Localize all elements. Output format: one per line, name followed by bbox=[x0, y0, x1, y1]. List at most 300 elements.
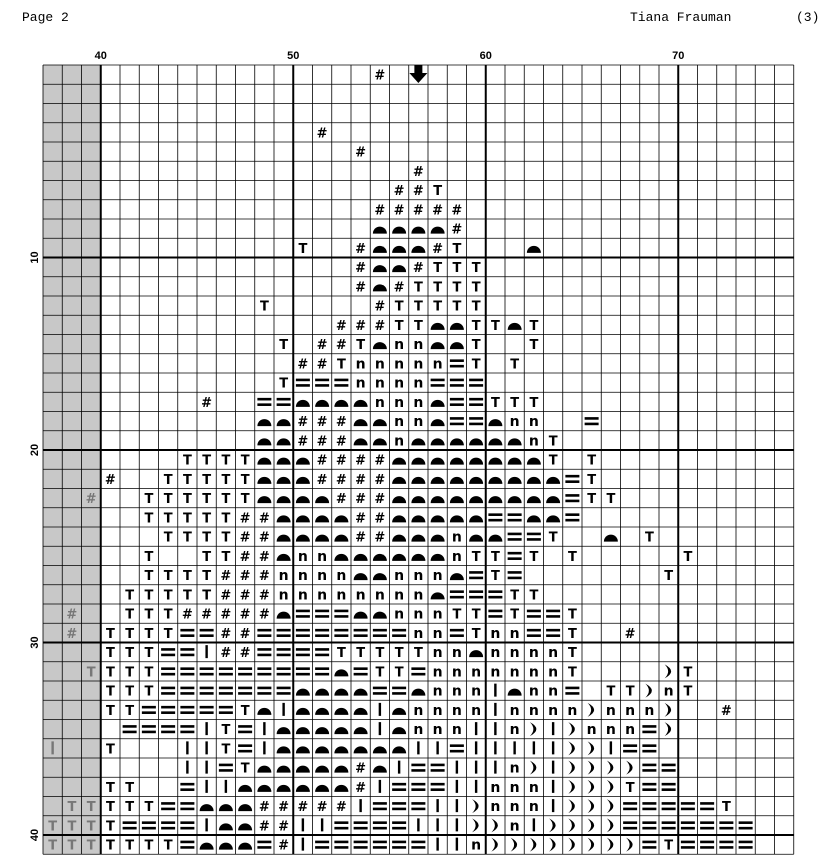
t-symbol: T bbox=[644, 530, 654, 546]
half-circle-symbol bbox=[488, 496, 502, 503]
t-symbol: T bbox=[67, 838, 77, 854]
equals-symbol bbox=[277, 687, 291, 695]
half-circle-symbol bbox=[315, 746, 329, 753]
equals-symbol bbox=[719, 841, 733, 849]
half-circle-symbol bbox=[527, 246, 541, 253]
half-circle-symbol bbox=[257, 438, 271, 445]
equals-symbol bbox=[623, 802, 637, 810]
t-symbol: T bbox=[221, 453, 231, 469]
hash-symbol: # bbox=[278, 800, 290, 816]
half-circle-symbol bbox=[431, 496, 445, 503]
half-circle-symbol bbox=[392, 458, 406, 465]
half-circle-symbol bbox=[450, 496, 464, 503]
crescent-symbol bbox=[588, 761, 595, 775]
half-circle-symbol bbox=[431, 554, 445, 561]
half-circle-symbol bbox=[411, 496, 425, 503]
hash-symbol: # bbox=[239, 646, 251, 662]
equals-symbol bbox=[700, 802, 714, 810]
equals-symbol bbox=[296, 379, 310, 387]
half-circle-symbol bbox=[296, 708, 310, 715]
hash-symbol: # bbox=[316, 126, 328, 142]
t-symbol: T bbox=[86, 665, 96, 681]
n-symbol: n bbox=[509, 645, 520, 662]
bar-symbol bbox=[494, 703, 496, 716]
crescent-symbol bbox=[530, 761, 537, 775]
hash-symbol: # bbox=[374, 203, 386, 219]
equals-symbol bbox=[238, 667, 252, 675]
half-circle-symbol bbox=[392, 246, 406, 253]
t-symbol: T bbox=[587, 492, 597, 508]
equals-symbol bbox=[277, 629, 291, 637]
n-symbol: n bbox=[451, 548, 462, 565]
half-circle-symbol bbox=[527, 515, 541, 522]
n-symbol: n bbox=[509, 799, 520, 816]
t-symbol: T bbox=[606, 684, 616, 700]
bar-symbol bbox=[205, 741, 207, 754]
half-circle-symbol bbox=[296, 515, 310, 522]
hash-symbol: # bbox=[355, 511, 367, 527]
equals-symbol bbox=[642, 744, 656, 752]
equals-symbol bbox=[565, 494, 579, 502]
t-symbol: T bbox=[721, 800, 731, 816]
t-symbol: T bbox=[105, 626, 115, 642]
bar-symbol bbox=[398, 761, 400, 774]
n-symbol: n bbox=[317, 568, 328, 585]
t-symbol: T bbox=[510, 607, 520, 623]
hash-symbol: # bbox=[335, 434, 347, 450]
hash-symbol: # bbox=[239, 626, 251, 642]
hash-symbol: # bbox=[258, 569, 270, 585]
half-circle-symbol bbox=[527, 496, 541, 503]
hash-symbol: # bbox=[335, 338, 347, 354]
hash-symbol: # bbox=[355, 780, 367, 796]
equals-symbol bbox=[180, 706, 194, 714]
half-circle-symbol bbox=[469, 535, 483, 542]
t-symbol: T bbox=[105, 800, 115, 816]
hash-symbol: # bbox=[316, 453, 328, 469]
hash-symbol: # bbox=[432, 241, 444, 257]
half-circle-symbol bbox=[257, 496, 271, 503]
t-symbol: T bbox=[221, 723, 231, 739]
hash-symbol: # bbox=[355, 492, 367, 508]
half-circle-symbol bbox=[354, 554, 368, 561]
bar-symbol bbox=[610, 741, 612, 754]
equals-symbol bbox=[373, 841, 387, 849]
equals-symbol bbox=[623, 821, 637, 829]
t-symbol: T bbox=[202, 569, 212, 585]
hash-symbol: # bbox=[451, 203, 463, 219]
hash-symbol: # bbox=[412, 164, 424, 180]
n-symbol: n bbox=[413, 568, 424, 585]
half-circle-symbol bbox=[354, 573, 368, 580]
half-circle-symbol bbox=[431, 323, 445, 330]
hash-symbol: # bbox=[239, 588, 251, 604]
n-symbol: n bbox=[548, 702, 559, 719]
hash-symbol: # bbox=[374, 472, 386, 488]
equals-symbol bbox=[681, 802, 695, 810]
half-circle-symbol bbox=[373, 419, 387, 426]
equals-symbol bbox=[161, 667, 175, 675]
equals-symbol bbox=[219, 764, 233, 772]
half-circle-symbol bbox=[373, 438, 387, 445]
hash-symbol: # bbox=[66, 607, 78, 623]
equals-symbol bbox=[296, 648, 310, 656]
hash-symbol: # bbox=[412, 203, 424, 219]
bar-symbol bbox=[225, 780, 227, 793]
half-circle-symbol bbox=[277, 766, 291, 773]
half-circle-symbol bbox=[277, 785, 291, 792]
n-symbol: n bbox=[432, 645, 443, 662]
t-symbol: T bbox=[105, 665, 115, 681]
t-symbol: T bbox=[394, 299, 404, 315]
half-circle-symbol bbox=[238, 804, 252, 811]
hash-symbol: # bbox=[104, 472, 116, 488]
t-symbol: T bbox=[375, 646, 385, 662]
t-symbol: T bbox=[490, 318, 500, 334]
equals-symbol bbox=[469, 398, 483, 406]
equals-symbol bbox=[161, 725, 175, 733]
t-symbol: T bbox=[567, 665, 577, 681]
half-circle-symbol bbox=[411, 689, 425, 696]
t-symbol: T bbox=[144, 607, 154, 623]
t-symbol: T bbox=[163, 511, 173, 527]
t-symbol: T bbox=[433, 299, 443, 315]
equals-symbol bbox=[180, 667, 194, 675]
half-circle-symbol bbox=[219, 823, 233, 830]
hash-symbol: # bbox=[220, 569, 232, 585]
half-circle-symbol bbox=[431, 477, 445, 484]
bar-symbol bbox=[436, 741, 438, 754]
equals-symbol bbox=[546, 629, 560, 637]
half-circle-symbol bbox=[277, 419, 291, 426]
n-symbol: n bbox=[528, 683, 539, 700]
hash-symbol: # bbox=[258, 530, 270, 546]
half-circle-symbol bbox=[296, 496, 310, 503]
t-symbol: T bbox=[144, 646, 154, 662]
half-circle-symbol bbox=[238, 843, 252, 850]
n-symbol: n bbox=[297, 568, 308, 585]
half-circle-symbol bbox=[200, 804, 214, 811]
equals-symbol bbox=[469, 379, 483, 387]
t-symbol: T bbox=[471, 299, 481, 315]
center-marker-arrow-icon bbox=[409, 65, 427, 83]
equals-symbol bbox=[469, 417, 483, 425]
t-symbol: T bbox=[336, 646, 346, 662]
n-symbol: n bbox=[509, 722, 520, 739]
bar-symbol bbox=[379, 780, 381, 793]
t-symbol: T bbox=[336, 357, 346, 373]
hash-symbol: # bbox=[335, 492, 347, 508]
equals-symbol bbox=[700, 821, 714, 829]
n-symbol: n bbox=[451, 645, 462, 662]
equals-symbol bbox=[565, 513, 579, 521]
half-circle-symbol bbox=[450, 515, 464, 522]
t-symbol: T bbox=[548, 434, 558, 450]
equals-symbol bbox=[527, 533, 541, 541]
equals-symbol bbox=[392, 687, 406, 695]
t-symbol: T bbox=[413, 318, 423, 334]
equals-symbol bbox=[334, 821, 348, 829]
half-circle-symbol bbox=[411, 554, 425, 561]
n-symbol: n bbox=[548, 664, 559, 681]
equals-symbol bbox=[488, 513, 502, 521]
half-circle-symbol bbox=[508, 477, 522, 484]
bar-symbol bbox=[436, 818, 438, 831]
half-circle-symbol bbox=[354, 400, 368, 407]
column-label: 70 bbox=[672, 50, 685, 62]
equals-symbol bbox=[257, 648, 271, 656]
bar-symbol bbox=[552, 799, 554, 812]
crescent-symbol bbox=[549, 818, 556, 832]
bar-symbol bbox=[552, 722, 554, 735]
equals-symbol bbox=[450, 417, 464, 425]
equals-symbol bbox=[180, 841, 194, 849]
n-symbol: n bbox=[432, 722, 443, 739]
t-symbol: T bbox=[471, 318, 481, 334]
hash-symbol: # bbox=[316, 357, 328, 373]
half-circle-symbol bbox=[411, 227, 425, 234]
equals-symbol bbox=[315, 610, 329, 618]
column-label: 50 bbox=[287, 50, 300, 62]
hash-symbol: # bbox=[374, 318, 386, 334]
half-circle-symbol bbox=[431, 592, 445, 599]
t-symbol: T bbox=[664, 838, 674, 854]
half-circle-symbol bbox=[354, 438, 368, 445]
t-symbol: T bbox=[221, 530, 231, 546]
designer-name: Tiana Frauman bbox=[630, 10, 732, 25]
n-symbol: n bbox=[374, 375, 385, 392]
bar-symbol bbox=[456, 818, 458, 831]
half-circle-symbol bbox=[431, 400, 445, 407]
bar-symbol bbox=[282, 703, 284, 716]
half-circle-symbol bbox=[392, 727, 406, 734]
t-symbol: T bbox=[471, 549, 481, 565]
t-symbol: T bbox=[490, 569, 500, 585]
t-symbol: T bbox=[433, 280, 443, 296]
half-circle-symbol bbox=[334, 766, 348, 773]
equals-symbol bbox=[642, 841, 656, 849]
crescent-symbol bbox=[588, 838, 595, 852]
half-circle-symbol bbox=[392, 746, 406, 753]
bar-symbol bbox=[475, 741, 477, 754]
bar-symbol bbox=[186, 761, 188, 774]
n-symbol: n bbox=[528, 414, 539, 431]
n-symbol: n bbox=[413, 702, 424, 719]
equals-symbol bbox=[662, 821, 676, 829]
hash-symbol: # bbox=[335, 415, 347, 431]
equals-symbol bbox=[681, 841, 695, 849]
half-circle-symbol bbox=[277, 438, 291, 445]
bar-symbol bbox=[205, 645, 207, 658]
n-symbol: n bbox=[297, 548, 308, 565]
t-symbol: T bbox=[163, 588, 173, 604]
n-symbol: n bbox=[509, 702, 520, 719]
t-symbol: T bbox=[182, 511, 192, 527]
t-symbol: T bbox=[471, 280, 481, 296]
t-symbol: T bbox=[105, 780, 115, 796]
t-symbol: T bbox=[683, 549, 693, 565]
t-symbol: T bbox=[125, 588, 135, 604]
half-circle-symbol bbox=[604, 535, 618, 542]
hash-symbol: # bbox=[66, 626, 78, 642]
half-circle-symbol bbox=[431, 535, 445, 542]
half-circle-symbol bbox=[373, 284, 387, 291]
half-circle-symbol bbox=[334, 727, 348, 734]
n-symbol: n bbox=[355, 375, 366, 392]
equals-symbol bbox=[565, 475, 579, 483]
equals-symbol bbox=[642, 802, 656, 810]
equals-symbol bbox=[238, 687, 252, 695]
t-symbol: T bbox=[221, 492, 231, 508]
equals-symbol bbox=[354, 821, 368, 829]
bar-symbol bbox=[456, 799, 458, 812]
t-symbol: T bbox=[567, 549, 577, 565]
equals-symbol bbox=[180, 687, 194, 695]
equals-symbol bbox=[315, 629, 329, 637]
n-symbol: n bbox=[413, 625, 424, 642]
crescent-symbol bbox=[511, 838, 518, 852]
equals-symbol bbox=[392, 841, 406, 849]
half-circle-symbol bbox=[488, 535, 502, 542]
n-symbol: n bbox=[432, 683, 443, 700]
n-symbol: n bbox=[336, 587, 347, 604]
equals-symbol bbox=[180, 725, 194, 733]
bar-symbol bbox=[533, 818, 535, 831]
bar-symbol bbox=[379, 703, 381, 716]
equals-symbol bbox=[354, 667, 368, 675]
page-number: (3) bbox=[796, 10, 820, 25]
half-circle-symbol bbox=[257, 419, 271, 426]
half-circle-symbol bbox=[200, 843, 214, 850]
t-symbol: T bbox=[490, 395, 500, 411]
half-circle-symbol bbox=[277, 496, 291, 503]
bar-symbol bbox=[475, 761, 477, 774]
half-circle-symbol bbox=[315, 689, 329, 696]
n-symbol: n bbox=[586, 722, 597, 739]
bar-symbol bbox=[456, 761, 458, 774]
half-circle-symbol bbox=[238, 785, 252, 792]
t-symbol: T bbox=[279, 376, 289, 392]
n-symbol: n bbox=[413, 394, 424, 411]
page-label: Page 2 bbox=[22, 10, 69, 25]
n-symbol: n bbox=[278, 568, 289, 585]
hash-symbol: # bbox=[258, 607, 270, 623]
column-label: 60 bbox=[479, 50, 492, 62]
equals-symbol bbox=[565, 687, 579, 695]
equals-symbol bbox=[277, 648, 291, 656]
n-symbol: n bbox=[509, 664, 520, 681]
half-circle-symbol bbox=[334, 708, 348, 715]
equals-symbol bbox=[334, 610, 348, 618]
half-circle-symbol bbox=[257, 766, 271, 773]
equals-symbol bbox=[200, 629, 214, 637]
hash-symbol: # bbox=[278, 838, 290, 854]
t-symbol: T bbox=[144, 511, 154, 527]
hash-symbol: # bbox=[432, 203, 444, 219]
half-circle-symbol bbox=[277, 727, 291, 734]
half-circle-symbol bbox=[354, 689, 368, 696]
hash-symbol: # bbox=[355, 472, 367, 488]
n-symbol: n bbox=[471, 664, 482, 681]
equals-symbol bbox=[508, 513, 522, 521]
equals-symbol bbox=[411, 802, 425, 810]
bar-symbol bbox=[513, 741, 515, 754]
hash-symbol: # bbox=[335, 800, 347, 816]
hash-symbol: # bbox=[297, 415, 309, 431]
t-symbol: T bbox=[105, 684, 115, 700]
hash-symbol: # bbox=[258, 819, 270, 835]
bar-symbol bbox=[321, 818, 323, 831]
equals-symbol bbox=[238, 725, 252, 733]
equals-symbol bbox=[488, 590, 502, 598]
half-circle-symbol bbox=[315, 400, 329, 407]
equals-symbol bbox=[450, 398, 464, 406]
hash-symbol: # bbox=[239, 549, 251, 565]
half-circle-symbol bbox=[508, 438, 522, 445]
crescent-symbol bbox=[626, 761, 633, 775]
equals-symbol bbox=[200, 667, 214, 675]
n-symbol: n bbox=[644, 702, 655, 719]
t-symbol: T bbox=[125, 607, 135, 623]
equals-symbol bbox=[257, 398, 271, 406]
t-symbol: T bbox=[529, 549, 539, 565]
half-circle-symbol bbox=[488, 419, 502, 426]
hash-symbol: # bbox=[239, 569, 251, 585]
half-circle-symbol bbox=[373, 573, 387, 580]
t-symbol: T bbox=[452, 241, 462, 257]
equals-symbol bbox=[238, 744, 252, 752]
equals-symbol bbox=[200, 687, 214, 695]
t-symbol: T bbox=[259, 299, 269, 315]
t-symbol: T bbox=[433, 261, 443, 277]
hash-symbol: # bbox=[393, 184, 405, 200]
n-symbol: n bbox=[394, 394, 405, 411]
half-circle-symbol bbox=[373, 766, 387, 773]
n-symbol: n bbox=[490, 645, 501, 662]
bar-symbol bbox=[205, 780, 207, 793]
t-symbol: T bbox=[529, 588, 539, 604]
half-circle-symbol bbox=[373, 246, 387, 253]
equals-symbol bbox=[277, 667, 291, 675]
crescent-symbol bbox=[665, 703, 672, 717]
equals-symbol bbox=[296, 667, 310, 675]
t-symbol: T bbox=[182, 492, 192, 508]
half-circle-symbol bbox=[257, 708, 271, 715]
equals-symbol bbox=[527, 610, 541, 618]
half-circle-symbol bbox=[450, 477, 464, 484]
hash-symbol: # bbox=[239, 607, 251, 623]
equals-symbol bbox=[219, 667, 233, 675]
t-symbol: T bbox=[221, 742, 231, 758]
half-circle-symbol bbox=[450, 438, 464, 445]
t-symbol: T bbox=[86, 819, 96, 835]
half-circle-symbol bbox=[411, 246, 425, 253]
t-symbol: T bbox=[163, 530, 173, 546]
hash-symbol: # bbox=[258, 800, 270, 816]
n-symbol: n bbox=[394, 433, 405, 450]
equals-symbol bbox=[123, 821, 137, 829]
equals-symbol bbox=[161, 802, 175, 810]
t-symbol: T bbox=[606, 492, 616, 508]
t-symbol: T bbox=[105, 646, 115, 662]
t-symbol: T bbox=[548, 530, 558, 546]
t-symbol: T bbox=[221, 511, 231, 527]
t-symbol: T bbox=[202, 472, 212, 488]
half-circle-symbol bbox=[469, 477, 483, 484]
half-circle-symbol bbox=[392, 477, 406, 484]
equals-symbol bbox=[642, 764, 656, 772]
hash-symbol: # bbox=[85, 492, 97, 508]
